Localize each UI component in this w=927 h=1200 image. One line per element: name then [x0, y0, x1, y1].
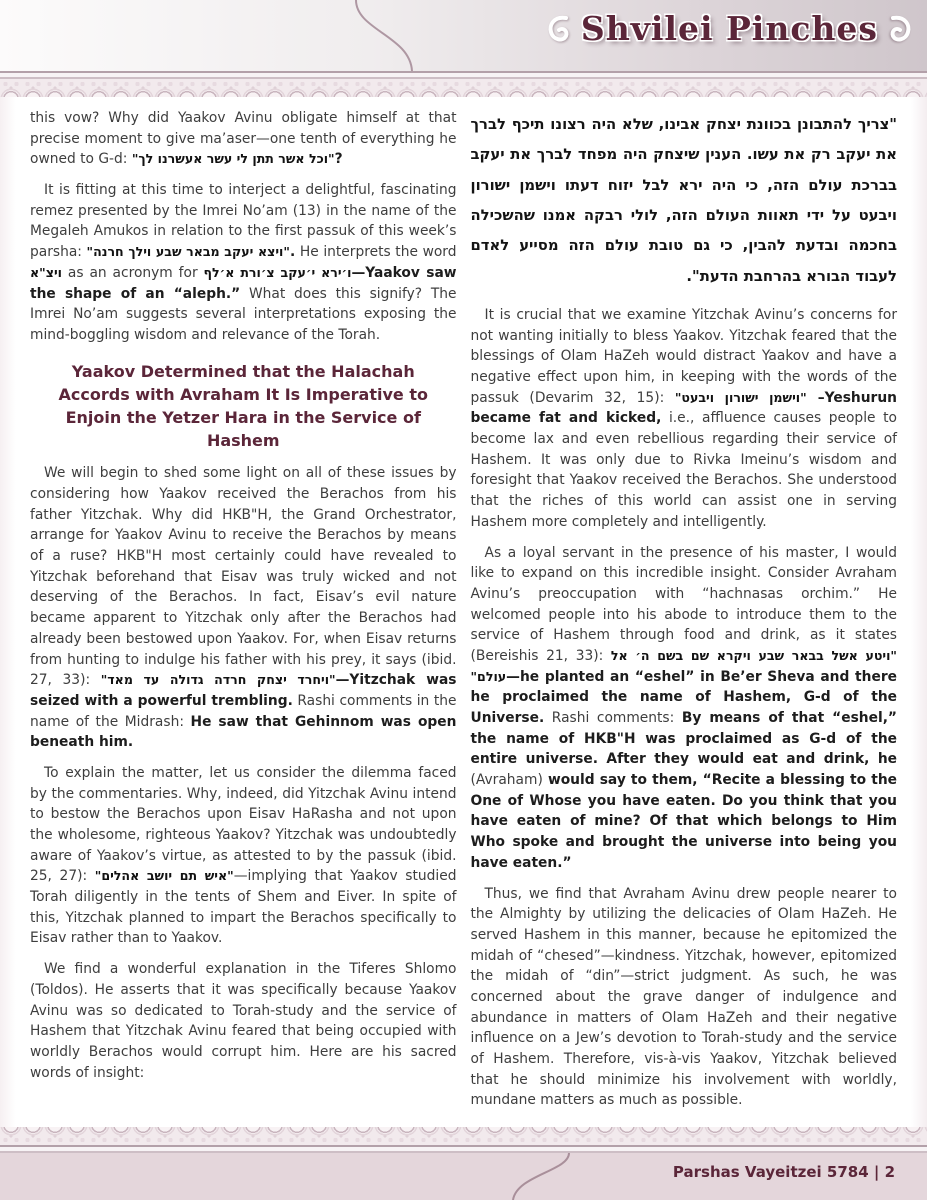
lace-border-top	[0, 79, 927, 97]
text-run: By means of that “eshel,” the name of HKB"H was proclaimed as G-d of the entire universe. After they would eat and drink, he	[470, 710, 898, 768]
lace-border-bottom	[0, 1127, 927, 1145]
text-run: —implying that Yaakov studied Torah diligently in the tents of Shem and Eiver. In spite of this, Yitzchak planned to impart the Berachos specifically to Eisav rather than to Yaakov.	[30, 868, 457, 947]
paragraph	[30, 959, 457, 1083]
text-run: —Yitzchak was seized with a powerful trembling.	[30, 672, 457, 709]
paragraph	[30, 180, 457, 346]
text-run: We find a wonderful explanation in the Tiferes Shlomo (Toldos). He asserts that it was specifically because Yaakov Avinu was so dedicated to Torah-study and the service of Hashem that Yitzchak Avinu feared that being occupied with worldly Berachos would corrupt him. Here are his sacred words of insight:	[30, 961, 457, 1081]
hebrew-phrase: "איש תם יושב אהלים"	[94, 868, 234, 884]
text-run: What does this signify? The Imrei No’am suggests several interpretations exposing the mind-boggling wisdom and relevance of the Torah.	[30, 285, 457, 343]
section-heading: Yaakov Determined that the Halachah Accords with Avraham It Is Imperative to Enjoin the Yetzer Hara in the Service of Hashem	[58, 361, 428, 451]
text-run: He interprets the word	[295, 244, 457, 261]
text-run: i.e., affluence causes people to become lax and even rebellious regarding their service of Hashem. It was only due to Rivka Imeinu’s wisdom and foresight that Yaakov received the Berachos. She understood that the riches of this world can assist one in serving Hashem more completely and intelligently.	[470, 410, 897, 530]
article-body	[0, 97, 927, 1127]
hebrew-phrase: "ויצא יעקב מבאר שבע וילך חרנה"	[86, 244, 290, 260]
flourish-icon	[887, 13, 913, 45]
text-run: —he planted an “eshel” in Be’er Sheva and there he proclaimed the name of Hashem, G-d of the Universe.	[470, 668, 897, 727]
text-run: –Yeshurun became fat and kicked,	[470, 389, 897, 427]
paragraph	[471, 305, 898, 533]
left-column	[30, 108, 457, 1127]
text-run: To explain the matter, let us consider the dilemma faced by the commentaries. Why, indeed, did Yitzchak Avinu intend to bestow the Berachos upon Eisav HaRasha and not upon the wholesome, righteous Yaakov? Yitzchak was undoubtedly aware of Yaakov’s virtue, as attested to by the passuk (ibid. 25, 27):	[30, 764, 457, 885]
paragraph	[30, 108, 457, 170]
text-run: this vow? Why did Yaakov Avinu obligate himself at that precise moment to give ma’aser—one tenth of everything he owned to G-d:	[30, 110, 457, 168]
decorative-curve	[505, 1153, 575, 1200]
text-run: would say to them, “Recite a blessing to the One of Whose you have eaten. Do you think that you have eaten of mine? Of that which belongs to Him Who spoke and brought the universe into being you have eaten.”	[470, 772, 897, 871]
newsletter-title: Shvilei Pinches	[580, 9, 878, 48]
paragraph	[471, 884, 898, 1112]
divider-top	[0, 71, 927, 79]
right-column	[471, 108, 898, 1127]
text-run: We will begin to shed some light on all of these issues by considering how Yaakov received the Berachos from his father Yitzchak. Why did HKB"H, the Grand Orchestrator, arrange for Yaakov Avinu to receive the Berachos by means of a ruse? HKB"H most certainly could have revealed to Yitzchak beforehand that Eisav was truly wicked and not deserving of the Berachos. In fact, Eisav’s evil nature became apparent to Yitzchak only after the Berachos had already been bestowed upon Yaakov. For, when Eisav returns from hunting to indulge his father with his prey, it says (ibid. 27, 33):	[30, 465, 457, 689]
masthead	[0, 0, 927, 71]
paragraph	[30, 763, 457, 949]
text-run: Thus, we find that Avraham Avinu drew people nearer to the Almighty by utilizing the delicacies of Olam HaZeh. He served Hashem in this manner, because he epitomized the midah of “chesed”—kindness. Yitzchak, however, epitomized the midah of “din”—strict judgment. As such, he was concerned about the grave danger of indulgence and abundance in matters of Olam HaZeh and their negative influence on a Jew’s devotion to Torah-study and the service of Hashem. Therefore, vis-à-vis Yaakov, Yitzchak believed that he should minimize his involvement with worldly, mundane matters as much as possible.	[470, 885, 897, 1109]
hebrew-phrase: ויצ"א	[30, 264, 62, 280]
hebrew-phrase: ו׳ירא י׳עקב צ׳ורת א׳לף	[203, 264, 352, 280]
masthead-title-group	[546, 9, 913, 49]
hebrew-phrase: "ויטע אשל בבאר שבע ויקרא שם בשם ה׳ אל עולם"	[470, 647, 897, 684]
text-run: It is crucial that we examine Yitzchak Avinu’s concerns for not wanting initially to bless Yaakov. Yitzchak feared that the blessings of Olam HaZeh would distract Yaakov and have a negative effect upon him, in keeping with the words of the passuk (Devarim 32, 15):	[470, 306, 897, 406]
text-run: —Yaakov saw the shape of an “aleph.”	[30, 264, 457, 302]
text-run: ?	[334, 151, 343, 168]
text-run: .	[289, 244, 296, 261]
hebrew-phrase: "ויחרד יצחק חרדה גדולה עד מאד"	[100, 672, 336, 688]
text-run: Rashi comments in the name of the Midrash:	[30, 692, 457, 730]
text-run: (Avraham)	[470, 772, 543, 789]
hebrew-phrase: "וישמן ישורון ויבעט"	[674, 389, 807, 405]
divider-bottom	[0, 1145, 927, 1153]
text-run: As a loyal servant in the presence of his master, I would like to expand on this incredible insight. Consider Avraham Avinu’s preoccupation with “hachnasas orchim.” He welcomed people into his abode to introduce them to the service of Hashem through food and drink, as it states (Bereishis 21, 33):	[470, 544, 897, 664]
text-run: It is fitting at this time to interject a delightful, fascinating remez presented by the Imrei No’am (13) in the name of the Megaleh Amukos in relation to the first passuk of this week’s parsha:	[30, 182, 457, 261]
hebrew-quote: "צריך להתבונן בכוונת יצחק אבינו, שלא היה רצונו תיכף לברך את יעקב רק את עשו. הענין שיצחק היה מפחד לברך את יעקב בברכת עולם הזה, כי היה ירא לבל יזוח דעתו וישמן ישורון ויבעט על ידי תאוות העולם הזה, לולי רבקה אמנו שהשכילה בחכמה ובדעת להבין, כי גם טובת עולם הזה מסייע לאדם לעבוד הבורא בהרחבת הדעת".	[470, 116, 897, 285]
paragraph	[471, 543, 898, 874]
text-run: He saw that Gehinnom was open beneath him.	[30, 713, 457, 751]
text-run: as an acronym for	[61, 264, 204, 281]
text-run: Rashi comments:	[544, 710, 682, 727]
footer-page-label: Parshas Vayeitzei 5784 | 2	[672, 1163, 895, 1181]
decorative-curve	[350, 0, 420, 71]
page-footer	[0, 1153, 927, 1200]
paragraph	[30, 463, 457, 753]
hebrew-phrase: "וכל אשר תתן לי עשר אעשרנו לך"	[131, 151, 335, 167]
flourish-icon	[546, 13, 572, 45]
